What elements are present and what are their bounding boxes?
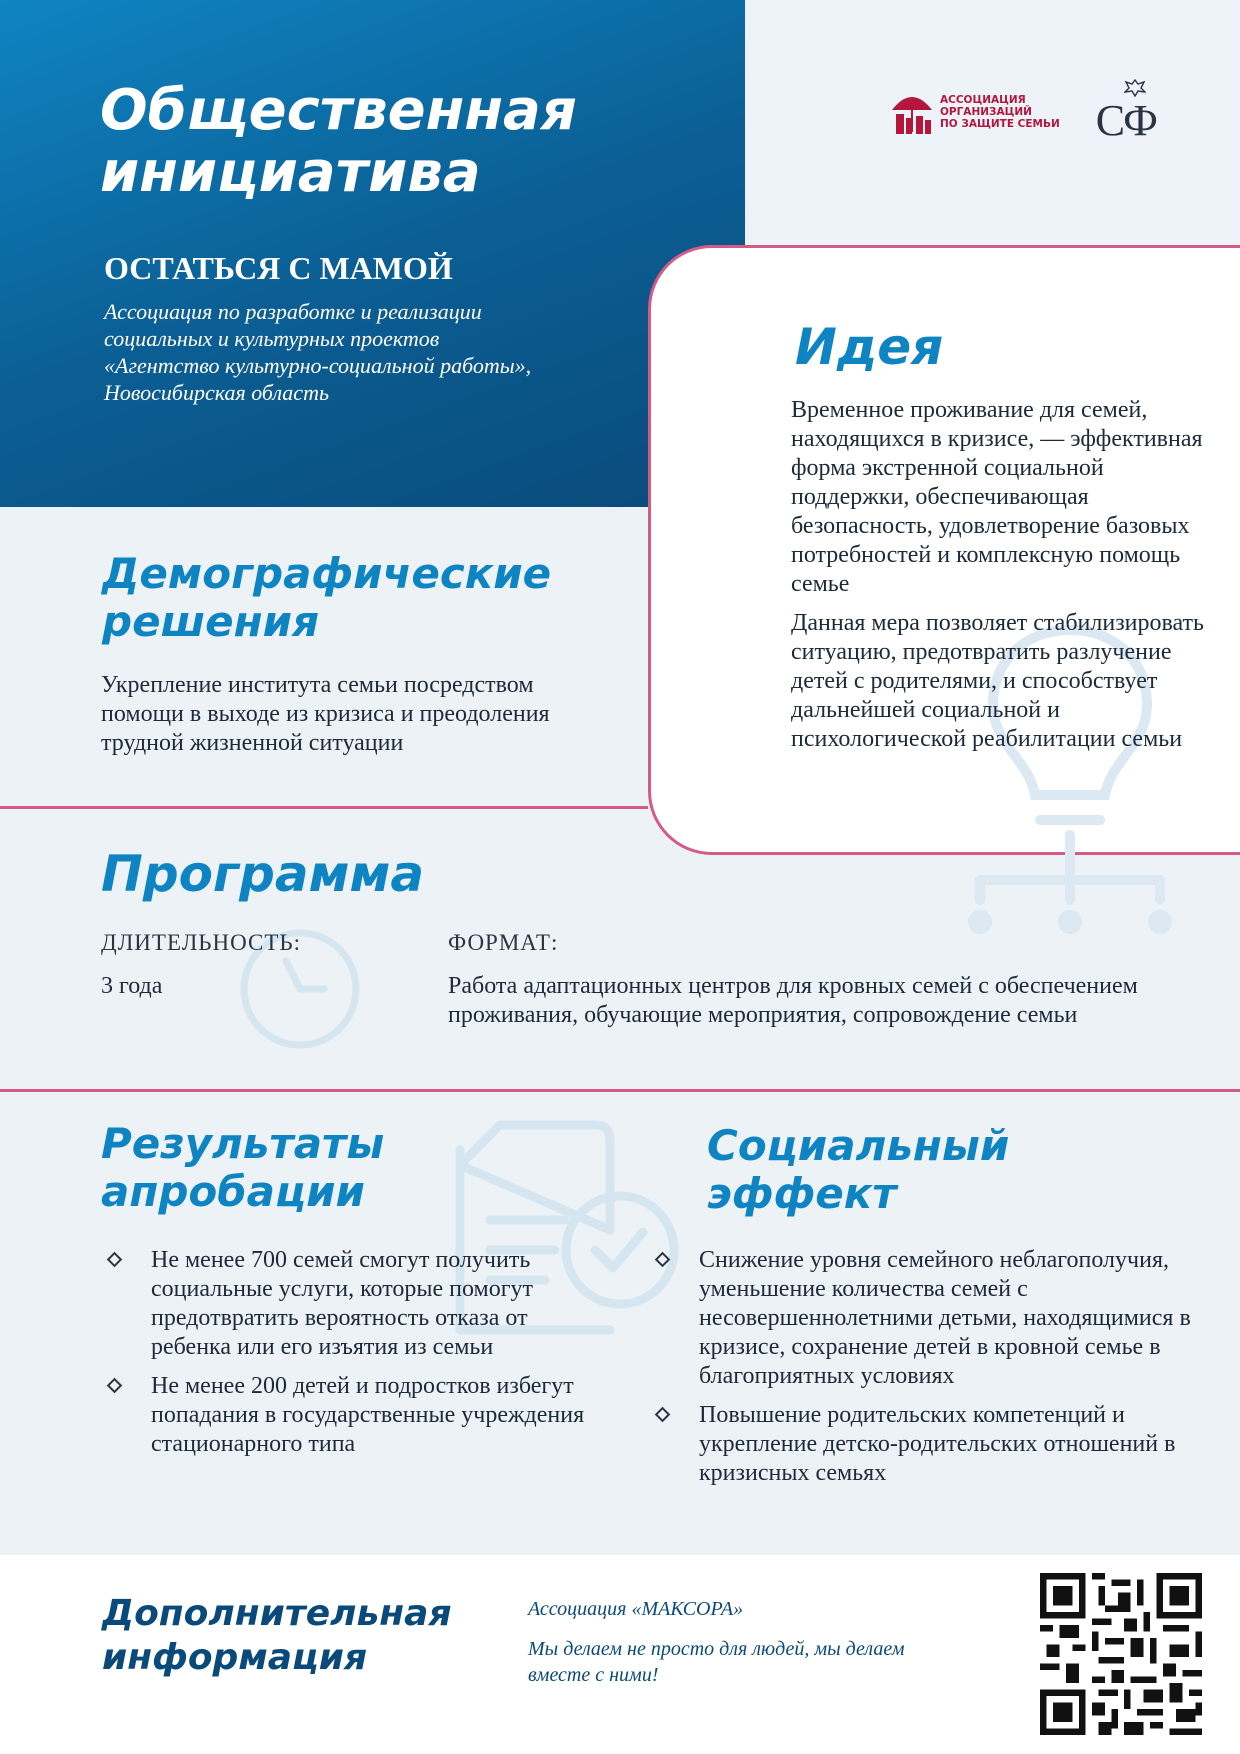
results-title-line2: апробации (101, 1167, 365, 1216)
results-title-line1: Результаты (101, 1119, 385, 1168)
duration-label: ДЛИТЕЛЬНОСТЬ: (101, 930, 301, 955)
qr-code[interactable] (1040, 1573, 1202, 1735)
footer-slogan: Мы делаем не просто для людей, мы делаем вместе с ними! (528, 1638, 905, 1686)
social-effect-title (707, 1122, 1009, 1218)
demographic-title-line1: Демографические (102, 549, 552, 598)
social-title-line1: Социальный (707, 1121, 1010, 1170)
program-title: Программа (101, 845, 425, 903)
demographic-title-line2: решения (102, 597, 320, 646)
social-effect-list (649, 1246, 1209, 1498)
idea-paragraph-2: Данная мера позволяет стабилизировать ситуацию, предотвратить разлучение детей с родителями, и способствует дальнейшей социальной и психологической реабилитации семьи (791, 610, 1204, 752)
org-line-1: Ассоциация по разработке и реализации (104, 299, 482, 324)
association-logo-text (940, 94, 1060, 130)
demographic-text: Укрепление института семьи посредством помощи в выходе из кризиса и преодоления трудной жизненной ситуации (101, 672, 550, 756)
diamond-bullet-icon (107, 1378, 123, 1394)
hero-title-line1: Общественная (100, 78, 577, 143)
assoc-line-3: ПО ЗАЩИТЕ СЕМЬИ (940, 118, 1060, 130)
assoc-line-1: АССОЦИАЦИЯ (940, 94, 1026, 106)
idea-paragraph-1: Временное проживание для семей, находящихся в кризисе, — эффективная форма экстренной социальной поддержки, обеспечивающая безопасность, удовлетворение базовых потребностей и комплексную помощь семье (791, 397, 1203, 597)
duration-value: 3 года (101, 973, 163, 999)
diamond-bullet-icon (655, 1407, 671, 1423)
list-item (101, 1246, 601, 1362)
sf-logo (1096, 78, 1176, 146)
hero-title-line2: инициатива (100, 140, 481, 205)
org-line-2: социальных и культурных проектов (104, 326, 440, 351)
social-item-text: Повышение родительских компетенций и укрепление детско-родительских отношений в кризисных семьях (699, 1402, 1176, 1486)
additional-info-title (102, 1592, 452, 1680)
demographic-title (102, 550, 551, 646)
partner-logos (890, 78, 1176, 146)
format-label: ФОРМАТ: (448, 930, 559, 955)
list-item (649, 1246, 1209, 1391)
additional-info-line1: Дополнительная (102, 1593, 452, 1634)
divider-line (0, 1089, 1240, 1092)
org-line-3: «Агентство культурно-социальной работы», (104, 353, 532, 378)
assoc-line-2: ОРГАНИЗАЦИЙ (940, 106, 1032, 118)
idea-title: Идея (795, 318, 944, 376)
diamond-bullet-icon (107, 1252, 123, 1268)
org-line-4: Новосибирская область (104, 380, 329, 405)
social-item-text: Снижение уровня семейного неблагополучия, уменьшение количества семей с несовершеннолетними детьми, находящимися в кризисе, сохранение детей в кровной семье в благоприятных условиях (699, 1247, 1191, 1389)
association-logo (890, 88, 1060, 136)
sf-logo-text: СФ (1095, 96, 1156, 145)
initiative-name: ОСТАТЬСЯ С МАМОЙ (104, 250, 453, 286)
list-item (649, 1401, 1209, 1488)
idea-text (791, 396, 1211, 754)
results-title (101, 1120, 384, 1216)
additional-info-line2: информация (102, 1637, 368, 1678)
social-title-line2: эффект (707, 1169, 897, 1218)
format-value: Работа адаптационных центров для кровных семей с обеспечением проживания, обучающие мероприятия, сопровождение семьи (448, 973, 1138, 1028)
organization-name (104, 298, 664, 406)
divider-line (0, 806, 648, 809)
results-item-text: Не менее 700 семей смогут получить социальные услуги, которые помогут предотвратить вероятность отказа от ребенка или его изъятия из семьи (151, 1247, 534, 1360)
footer-organization: Ассоциация «МАКСОРА» (528, 1598, 744, 1620)
hero-title (100, 80, 577, 204)
results-item-text: Не менее 200 детей и подростков избегут попадания в государственные учреждения стационарного типа (151, 1373, 585, 1457)
diamond-bullet-icon (655, 1252, 671, 1268)
umbrella-family-icon (890, 88, 934, 136)
list-item (101, 1372, 601, 1459)
results-list (101, 1246, 601, 1469)
